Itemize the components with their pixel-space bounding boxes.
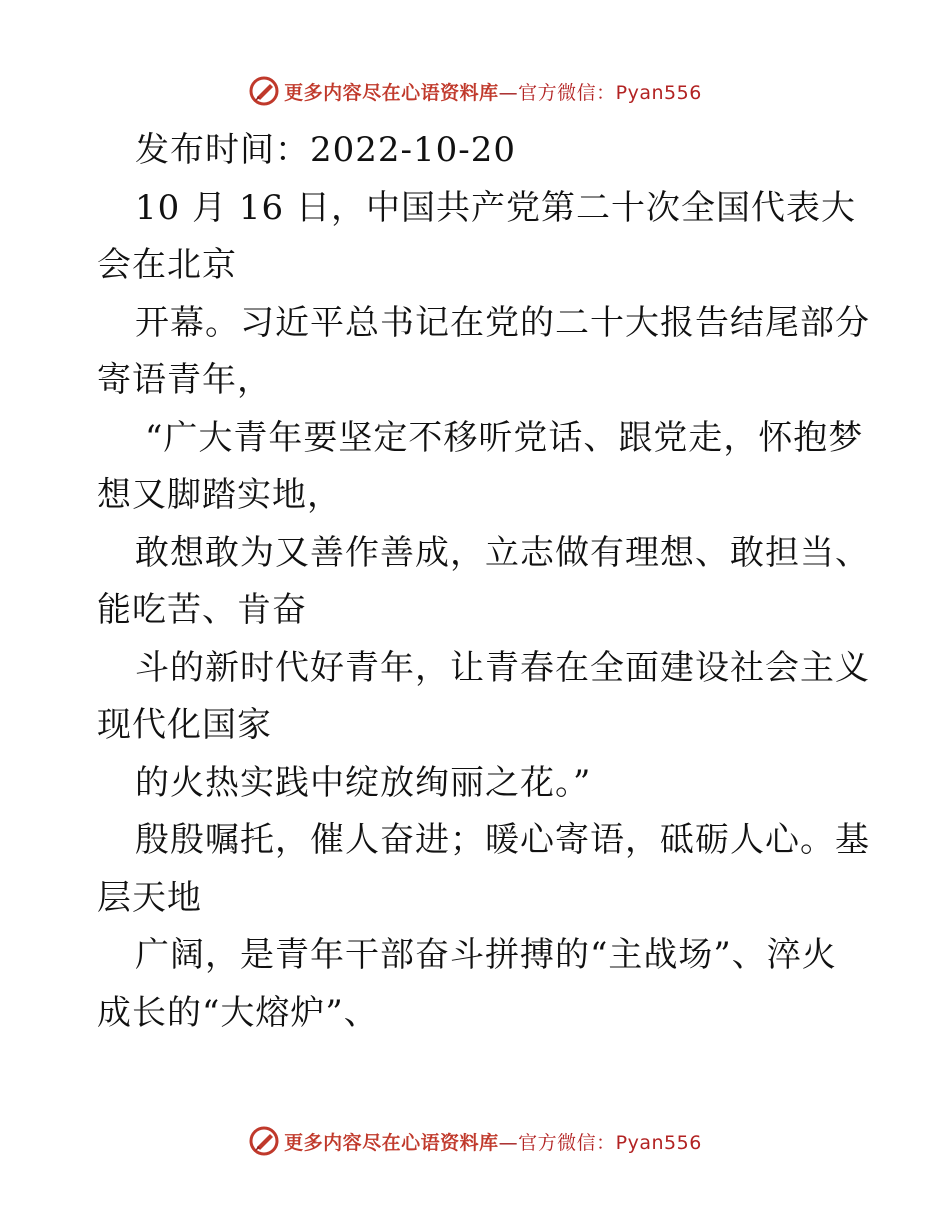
header-banner-separator: — [498,81,519,104]
header-banner-text [284,78,702,105]
paragraph-line: 寄语青年， [97,360,272,400]
footer-banner-text [284,1128,702,1155]
paragraph-line: 能吃苦、肯奋 [97,590,307,630]
paragraph-line: 10 月 16 日，中国共产党第二十次全国代表大 [135,187,856,228]
paragraph-line: 敢想敢为又善作善成，立志做有理想、敢担当、 [135,532,870,573]
paragraph-line: “广大青年要坚定不移听党话、跟党走，怀抱梦 [145,417,864,458]
paragraph-line: 斗的新时代好青年，让青春在全面建设社会主义 [135,647,870,688]
paragraph-line: 现代化国家 [97,705,272,745]
paragraph-line: 广阔，是青年干部奋斗拼搏的“主战场”、淬火 [135,935,837,975]
paragraph-line: 会在北京 [97,245,237,285]
quill-logo-icon [248,1125,280,1157]
footer-banner-contact: 官方微信：Pyan556 [518,1131,702,1154]
paragraph-line: 殷殷嘱托，催人奋进；暖心寄语，砥砺人心。基 [135,820,870,860]
document-body [97,122,870,1042]
header-banner-contact: 官方微信：Pyan556 [518,81,702,104]
paragraph-line: 层天地 [97,877,202,918]
paragraph-line: 想又脚踏实地， [97,475,342,515]
footer-watermark-banner [0,1121,950,1161]
footer-banner-separator: — [498,1131,519,1154]
footer-banner-main: 更多内容尽在心语资料库 [284,1131,499,1154]
publish-date-line: 发布时间：2022-10-20 [135,130,517,170]
header-watermark-banner [0,71,950,111]
paragraph-line: 成长的“大熔炉”、 [97,992,379,1033]
header-banner-main: 更多内容尽在心语资料库 [284,81,499,104]
quill-logo-icon [248,75,280,107]
paragraph-line: 的火热实践中绽放绚丽之花。” [135,762,592,803]
paragraph-line: 开幕。习近平总书记在党的二十大报告结尾部分 [135,302,870,343]
